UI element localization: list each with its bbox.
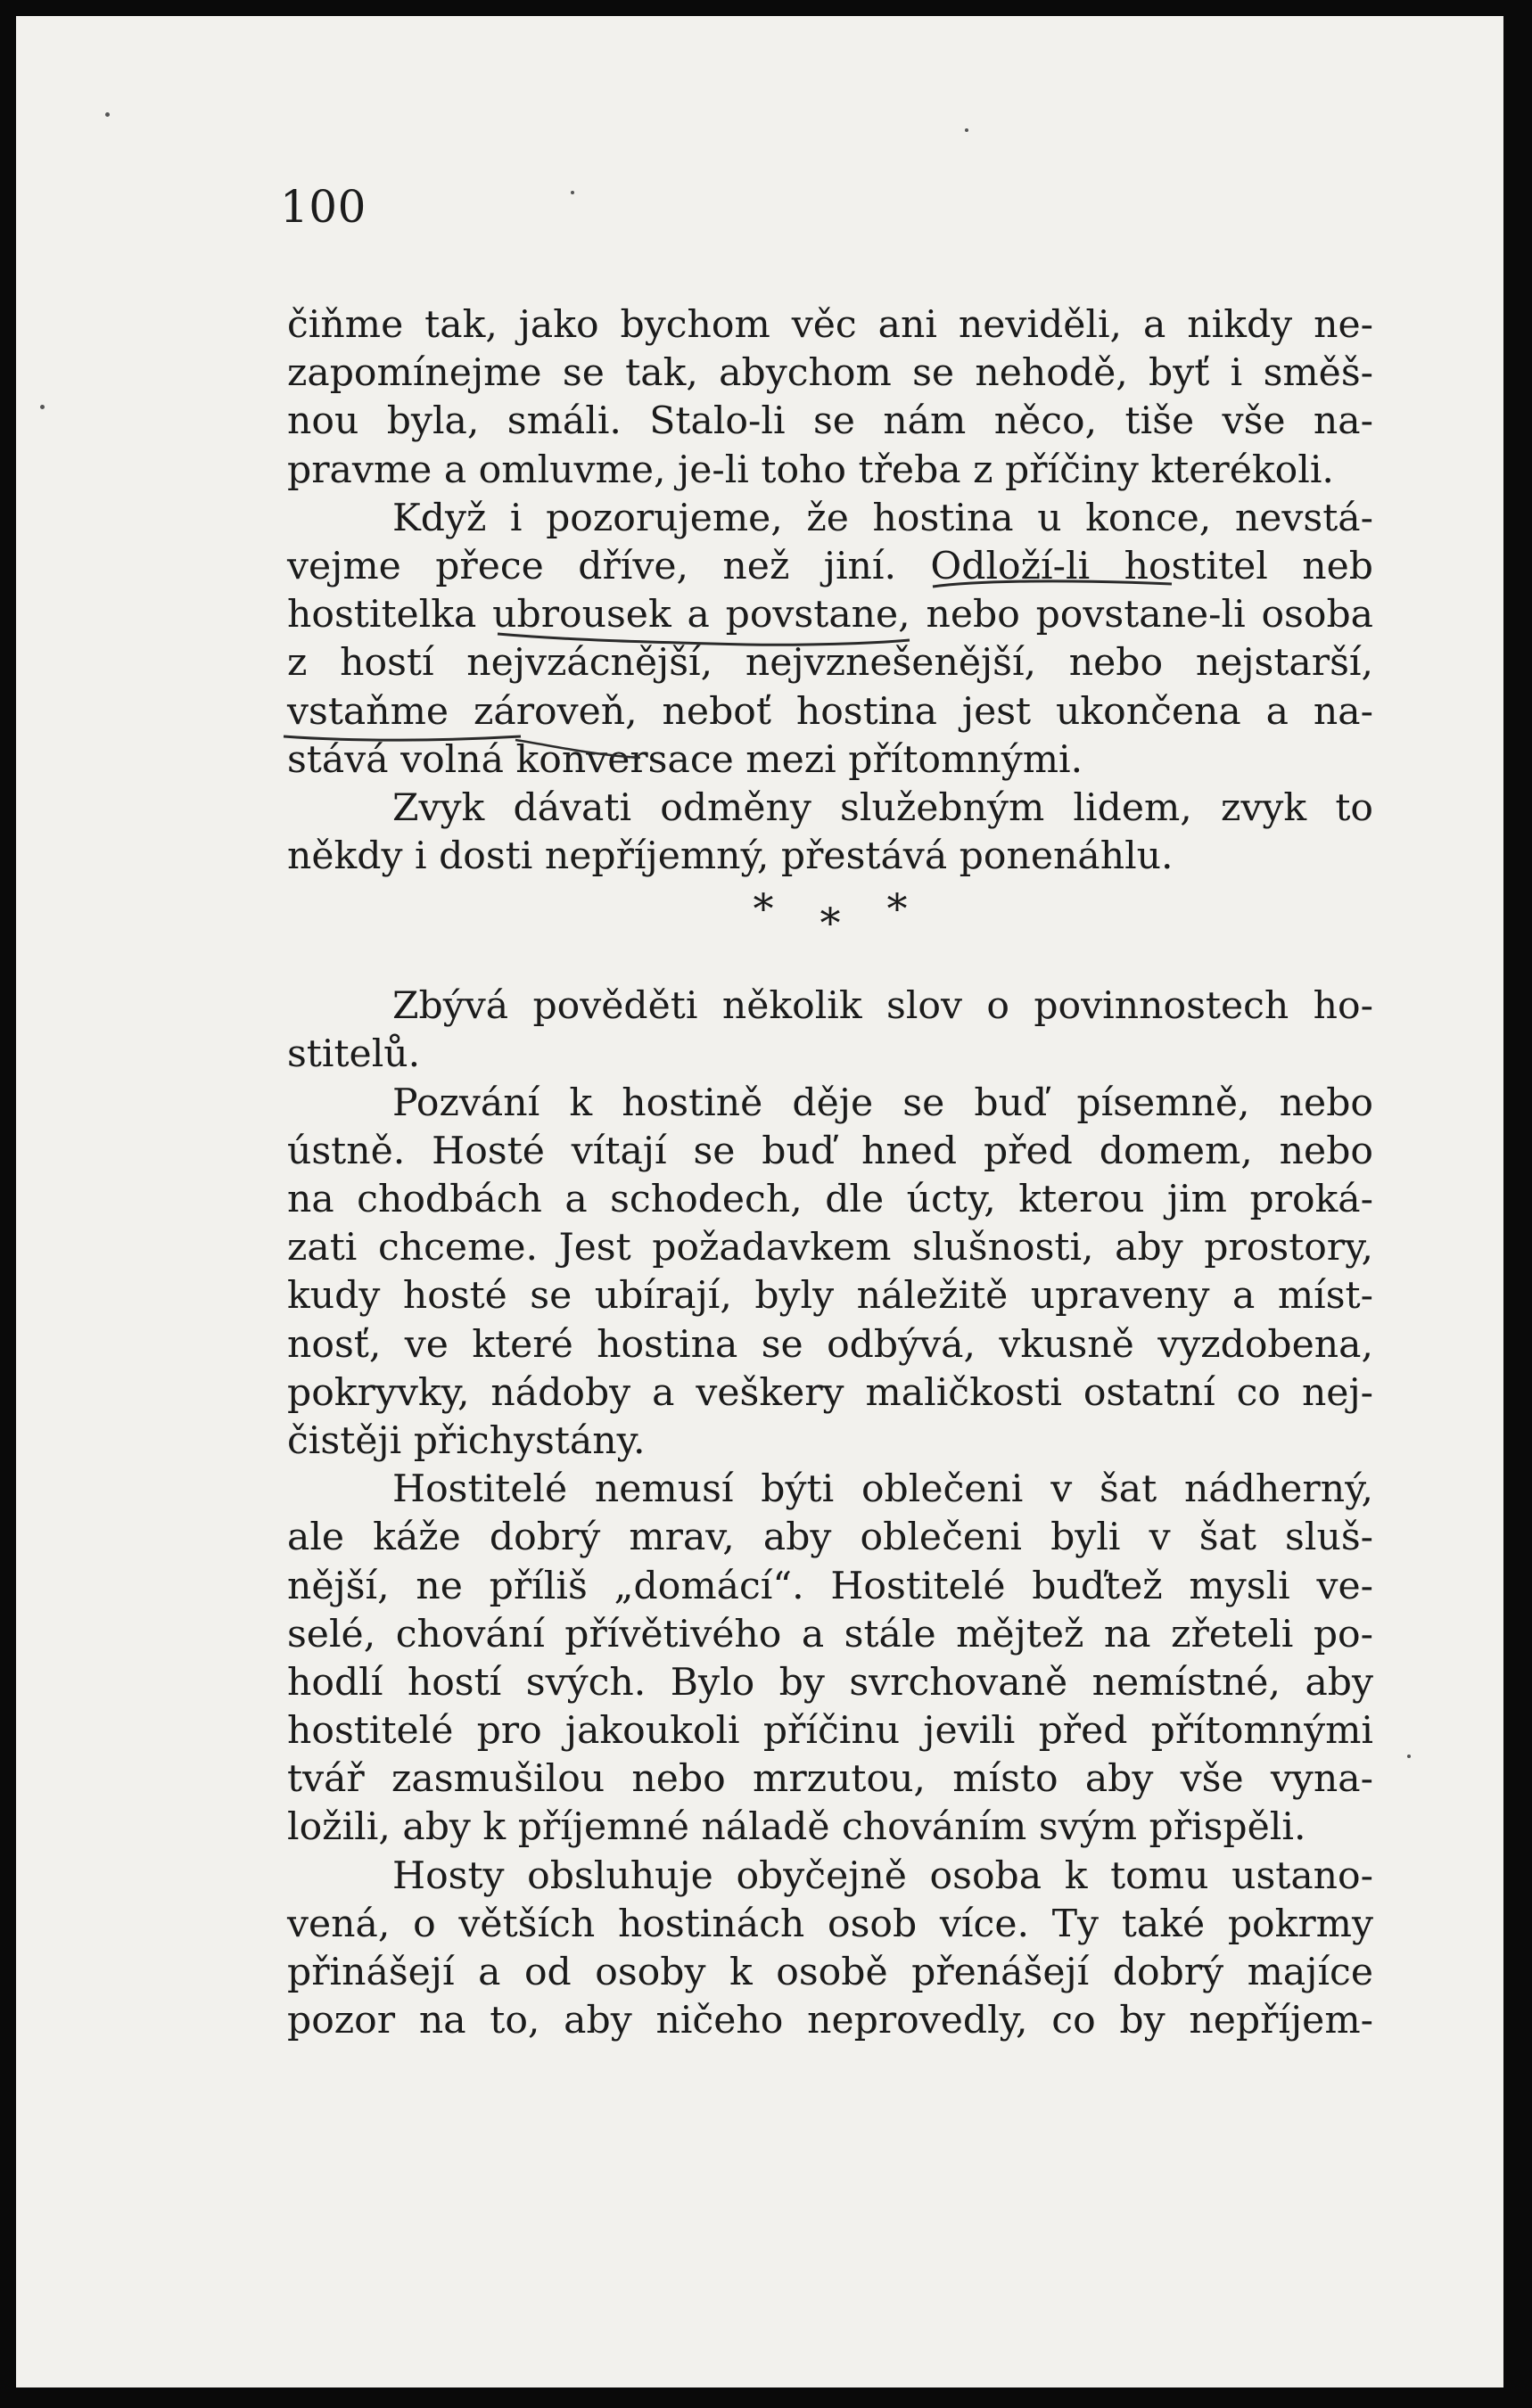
section-divider — [287, 881, 1373, 982]
text-line: vstaňme zároveň, neboť hostina jest ukončena a na- — [287, 689, 1373, 734]
text-line: ale káže dobrý mrav, aby oblečeni byli v šat sluš- — [287, 1516, 1373, 1560]
text-line: zati chceme. Jest požadavkem slušnosti, aby prostory, — [287, 1226, 1373, 1270]
text-line: Zbývá pověděti několik slov o povinnostech ho- — [392, 984, 1373, 1029]
text-line: nosť, ve které hostina se odbývá, vkusně vyzdobena, — [287, 1322, 1373, 1367]
text-line: selé, chování přívětivého a stále mějtež na zřeteli po- — [287, 1612, 1373, 1656]
text-line: vená, o větších hostinách osob více. Ty také pokrmy — [287, 1902, 1373, 1946]
page-number: 100 — [280, 181, 367, 233]
text-line: čiňme tak, jako bychom věc ani neviděli, a nikdy ne- — [287, 303, 1373, 347]
book-page — [16, 16, 1503, 2387]
divider-asterisk: * — [753, 884, 774, 933]
text-line: z hostí nejvzácnější, nejvznešenější, nebo nejstarší, — [287, 641, 1373, 686]
text-line: Hosty obsluhuje obyčejně osoba k tomu ustano- — [392, 1853, 1373, 1898]
body-text — [287, 301, 1373, 2045]
paper-speck — [40, 405, 45, 409]
paper-speck — [105, 112, 110, 117]
divider-asterisk: * — [820, 899, 841, 948]
text-line: hostitelé pro jakoukoli příčinu jevili před přítomnými — [287, 1709, 1373, 1754]
text-line: stitelů. — [287, 1032, 421, 1077]
paper-speck — [965, 128, 968, 132]
text-line: ložili, aby k příjemné náladě chováním svým přispěli. — [287, 1805, 1306, 1850]
text-line: hodlí hostí svých. Bylo by svrchovaně nemístné, aby — [287, 1660, 1373, 1705]
text-line: stává volná konversace mezi přítomnými. — [287, 737, 1083, 782]
text-line: pozor na to, aby ničeho neprovedly, co by nepříjem- — [287, 1999, 1373, 2043]
text-line: čistěji přichystány. — [287, 1418, 646, 1463]
text-line: hostitelka ubrousek a povstane, nebo povstane-li osoba — [287, 593, 1373, 637]
text-line: na chodbách a schodech, dle úcty, kterou jim proká- — [287, 1178, 1373, 1221]
text-line: ústně. Hosté vítají se buď hned před domem, nebo — [287, 1129, 1373, 1173]
text-line: nou byla, smáli. Stalo-li se nám něco, tiše vše na- — [287, 399, 1373, 444]
text-line: Pozvání k hostině děje se buď písemně, nebo — [392, 1081, 1373, 1125]
text-line: Když i pozorujeme, že hostina u konce, nevstá- — [392, 496, 1373, 540]
text-line: zapomínejme se tak, abychom se nehodě, byť i směš- — [287, 351, 1373, 396]
text-line: nější, ne příliš „domácí“. Hostitelé buďtež mysli ve- — [287, 1564, 1373, 1608]
paper-speck — [571, 191, 574, 194]
text-line: přinášejí a od osoby k osobě přenášejí dobrý majíce — [287, 1951, 1373, 1994]
text-line: pravme a omluvme, je-li toho třeba z příčiny kterékoli. — [287, 448, 1334, 492]
text-line: tvář zasmušilou nebo mrzutou, místo aby vše vyna- — [287, 1757, 1373, 1802]
text-line: kudy hosté se ubírají, byly náležitě upraveny a míst- — [287, 1274, 1373, 1319]
text-line: pokryvky, nádoby a veškery maličkosti ostatní co nej- — [287, 1370, 1373, 1415]
text-line: Zvyk dávati odměny služebným lidem, zvyk to — [392, 785, 1373, 830]
divider-asterisk: * — [886, 884, 908, 933]
text-line: vejme přece dříve, než jiní. Odloží-li hostitel neb — [287, 544, 1373, 588]
paper-speck — [1407, 1755, 1411, 1758]
text-line: Hostitelé nemusí býti oblečeni v šat nádherný, — [392, 1467, 1373, 1512]
text-line: někdy i dosti nepříjemný, přestává ponenáhlu. — [287, 834, 1174, 879]
